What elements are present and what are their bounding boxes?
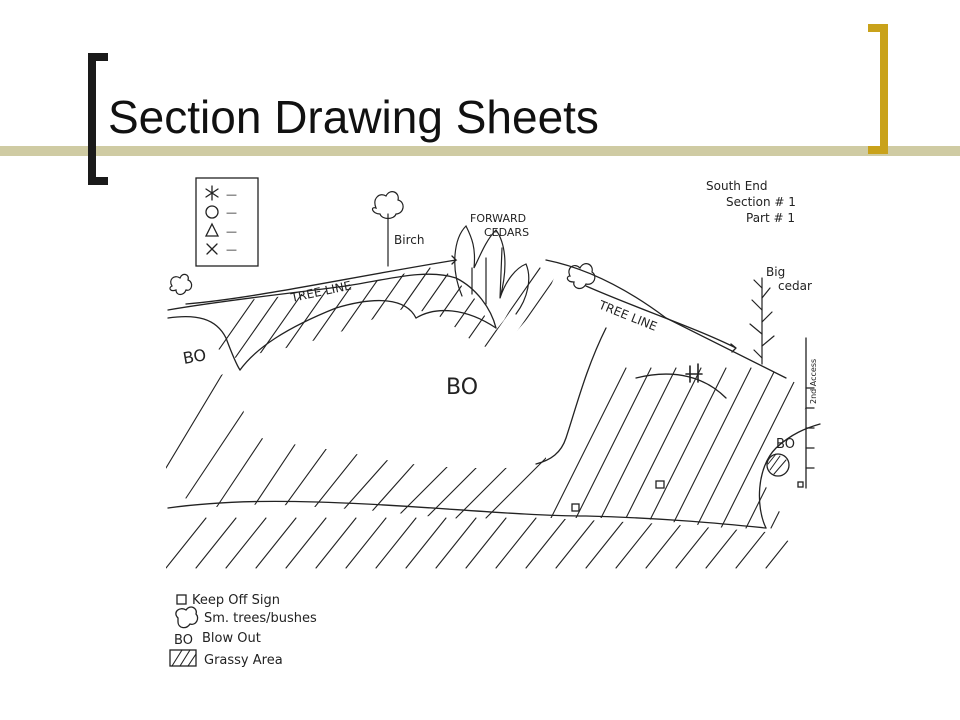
- title-band: [0, 146, 960, 156]
- birch-tree: [373, 192, 404, 266]
- circle-icon: [206, 206, 218, 218]
- legend-text-grassy: Grassy Area: [204, 653, 283, 668]
- left-bracket-decoration: [88, 53, 108, 185]
- legend-text-trees: Sm. trees/bushes: [204, 611, 317, 626]
- square-icon: [177, 595, 186, 604]
- blow-out-label-left: BO: [181, 345, 208, 368]
- section-sketch: [166, 168, 822, 680]
- big-cedar-tree: [750, 278, 774, 364]
- keep-off-sign-marker: [798, 482, 803, 487]
- hatched-circle-marker: [767, 454, 789, 476]
- grassy-area-hatching: [166, 268, 822, 568]
- legend-text-keep-off: Keep Off Sign: [192, 593, 280, 608]
- keep-off-sign-marker: [656, 481, 664, 488]
- side-note-label: 2nd Access: [809, 358, 818, 404]
- triangle-icon: [206, 224, 218, 236]
- cedars-label: CEDARS: [484, 226, 530, 239]
- legend-bo-symbol: BO: [174, 633, 193, 648]
- svg-text:—: —: [226, 225, 237, 238]
- svg-text:—: —: [226, 206, 237, 219]
- tree-line-label-right: TREE LINE: [596, 297, 660, 334]
- asterisk-icon: [206, 186, 218, 200]
- keep-off-sign-marker: [572, 504, 579, 511]
- symbol-key-box: [196, 178, 258, 266]
- arrow-marker: [686, 364, 702, 382]
- tree-line-label-left: TREE LINE: [289, 278, 353, 305]
- slide-title: Section Drawing Sheets: [108, 91, 599, 143]
- svg-text:—: —: [226, 188, 237, 201]
- svg-text:—: —: [226, 243, 237, 256]
- legend-text-blow-out: Blow Out: [202, 631, 261, 646]
- header-line-3: Part # 1: [746, 211, 796, 225]
- blow-out-label-center: BO: [446, 375, 479, 400]
- birch-label: Birch: [394, 233, 425, 247]
- big-label: Big: [766, 265, 786, 279]
- blow-out-label-right: BO: [776, 437, 795, 452]
- header-line-1: South End: [706, 179, 768, 193]
- x-icon: [207, 244, 217, 254]
- bush-icon: [176, 607, 198, 628]
- cedar-label: cedar: [778, 279, 812, 293]
- right-bracket-decoration: [868, 24, 888, 154]
- forward-label: FORWARD: [470, 212, 527, 225]
- legend: [170, 593, 317, 668]
- header-line-2: Section # 1: [726, 195, 796, 209]
